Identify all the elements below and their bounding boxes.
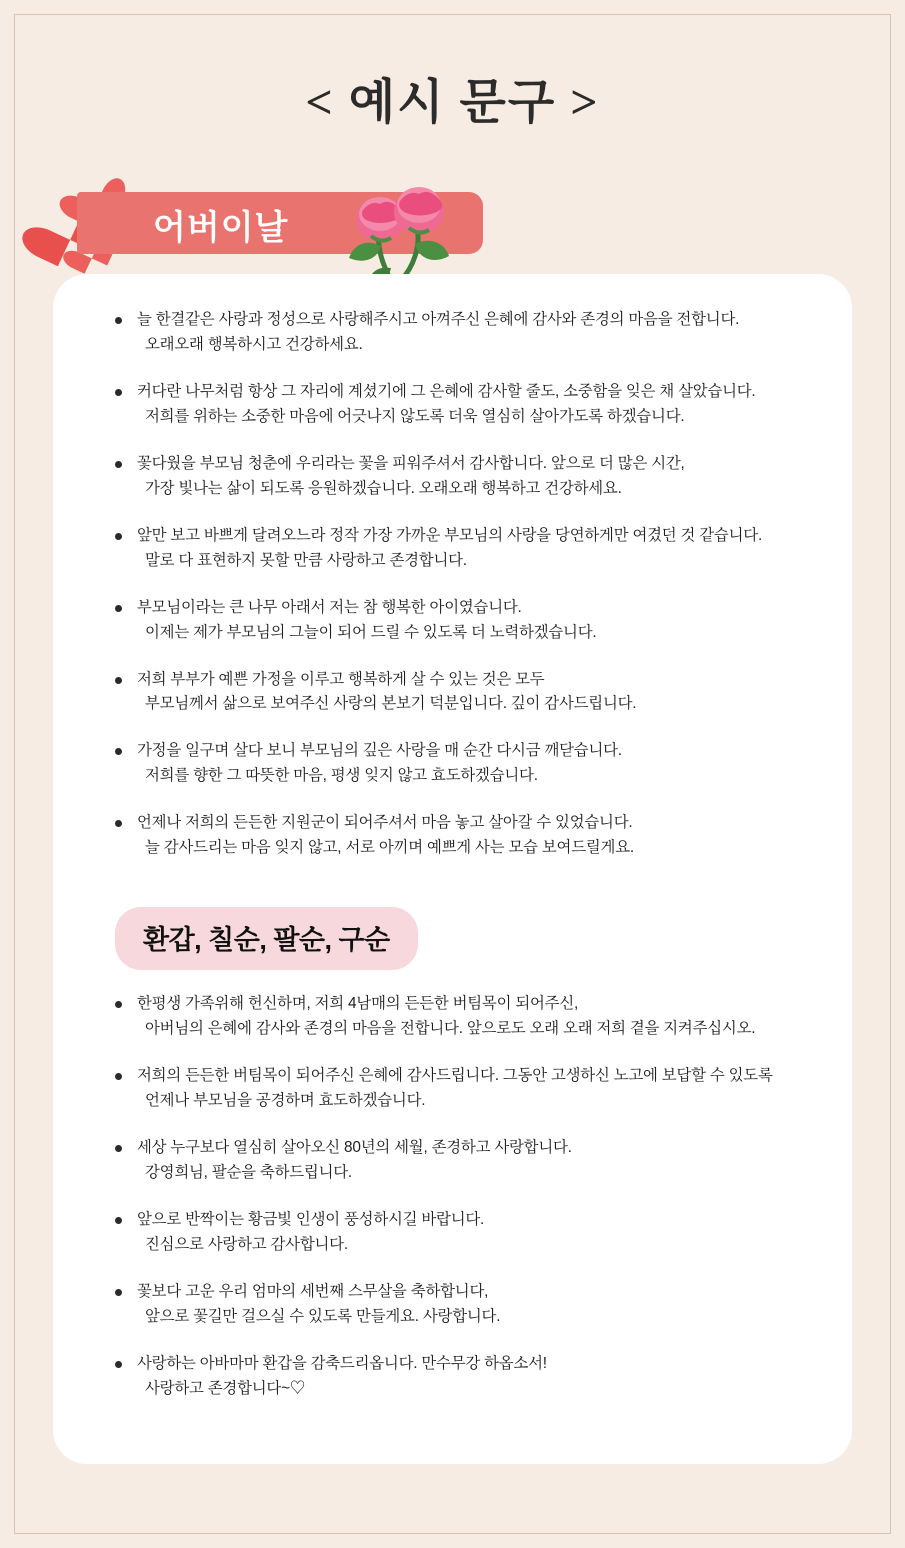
message-line-2: 진심으로 사랑하고 감사합니다. bbox=[145, 1235, 348, 1253]
list-item bbox=[111, 811, 828, 861]
message-line-1: 사랑하는 아바마마 환갑을 감축드리옵니다. 만수무강 하옵소서! bbox=[137, 1354, 547, 1372]
message-line-2: 앞으로 꽃길만 걸으실 수 있도록 만들게요. 사랑합니다. bbox=[145, 1307, 501, 1325]
list-item bbox=[111, 380, 828, 430]
message-line-2: 사랑하고 존경합니다~♡ bbox=[145, 1379, 306, 1397]
message-line-2: 이제는 제가 부모님의 그늘이 되어 드릴 수 있도록 더 노력하겠습니다. bbox=[145, 623, 597, 641]
list-item bbox=[111, 992, 828, 1042]
milestone-message-list bbox=[77, 992, 828, 1401]
message-line-1: 언제나 저희의 든든한 지원군이 되어주셔서 마음 놓고 살아갈 수 있었습니다. bbox=[137, 814, 633, 832]
list-item bbox=[111, 668, 828, 718]
message-line-2: 부모님께서 삶으로 보여주신 사랑의 본보기 덕분입니다. 깊이 감사드립니다. bbox=[145, 695, 637, 713]
list-item bbox=[111, 1064, 828, 1114]
parents-day-message-list bbox=[77, 308, 828, 861]
ribbon-label: 어버이날 bbox=[153, 209, 289, 247]
list-item bbox=[111, 452, 828, 502]
section-header-parents-day bbox=[15, 170, 890, 280]
list-item bbox=[111, 596, 828, 646]
list-item bbox=[111, 739, 828, 789]
message-line-1: 한평생 가족위해 헌신하며, 저희 4남매의 든든한 버팀목이 되어주신, bbox=[137, 995, 579, 1013]
carnation-flower-icon bbox=[333, 176, 463, 286]
list-item bbox=[111, 1208, 828, 1258]
message-line-1: 가정을 일구며 살다 보니 부모님의 깊은 사랑을 매 순간 다시금 깨닫습니다. bbox=[137, 742, 622, 760]
message-line-2: 언제나 부모님을 공경하며 효도하겠습니다. bbox=[145, 1092, 426, 1110]
message-line-1: 늘 한결같은 사랑과 정성으로 사랑해주시고 아껴주신 은혜에 감사와 존경의 마음을 전합니다. bbox=[137, 311, 740, 328]
page-frame bbox=[14, 14, 891, 1534]
message-line-1: 부모님이라는 큰 나무 아래서 저는 참 행복한 아이였습니다. bbox=[137, 598, 522, 616]
message-line-1: 꽃보다 고운 우리 엄마의 세번째 스무살을 축하합니다, bbox=[137, 1282, 489, 1300]
message-line-2: 아버님의 은혜에 감사와 존경의 마음을 전합니다. 앞으로도 오래 오래 저희 곁을 지켜주십시오. bbox=[145, 1020, 756, 1038]
message-line-2: 늘 감사드리는 마음 잊지 않고, 서로 아끼며 예쁘게 사는 모습 보여드릴게요. bbox=[145, 839, 634, 857]
message-line-2: 가장 빛나는 삶이 되도록 응원하겠습니다. 오래오래 행복하고 건강하세요. bbox=[145, 479, 622, 497]
message-line-2: 저희를 위하는 소중한 마음에 어긋나지 않도록 더욱 열심히 살아가도록 하겠습니다. bbox=[145, 407, 685, 425]
message-line-1: 앞만 보고 바쁘게 달려오느라 정작 가장 가까운 부모님의 사랑을 당연하게만 여겼던 것 같습니다. bbox=[137, 526, 763, 544]
message-line-1: 앞으로 반짝이는 황금빛 인생이 풍성하시길 바랍니다. bbox=[137, 1210, 485, 1228]
list-item bbox=[111, 1280, 828, 1330]
message-line-2: 말로 다 표현하지 못할 만큼 사랑하고 존경합니다. bbox=[145, 551, 467, 569]
section-badge-milestone: 환갑, 칠순, 팔순, 구순 bbox=[115, 907, 418, 970]
list-item bbox=[111, 524, 828, 574]
message-line-2: 오래오래 행복하시고 건강하세요. bbox=[145, 335, 363, 353]
message-line-2: 저희를 향한 그 따뜻한 마음, 평생 잊지 않고 효도하겠습니다. bbox=[145, 767, 538, 785]
list-item bbox=[111, 308, 828, 358]
list-item bbox=[111, 1352, 828, 1402]
page-title: < 예시 문구 > bbox=[305, 76, 600, 129]
message-line-1: 커다란 나무처럼 항상 그 자리에 계셨기에 그 은혜에 감사할 줄도, 소중함을 잊은 채 살았습니다. bbox=[137, 382, 756, 400]
message-line-2: 강영희님, 팔순을 축하드립니다. bbox=[145, 1164, 352, 1182]
message-line-1: 세상 누구보다 열심히 살아오신 80년의 세월, 존경하고 사랑합니다. bbox=[137, 1139, 572, 1157]
message-line-1: 저희의 든든한 버팀목이 되어주신 은혜에 감사드립니다. 그동안 고생하신 노고에 보답할 수 있도록 bbox=[137, 1067, 773, 1085]
list-item bbox=[111, 1136, 828, 1186]
message-line-1: 저희 부부가 예쁜 가정을 이루고 행복하게 살 수 있는 것은 모두 bbox=[137, 670, 545, 688]
message-line-1: 꽃다웠을 부모님 청춘에 우리라는 꽃을 피워주셔서 감사합니다. 앞으로 더 많은 시간, bbox=[137, 454, 685, 472]
messages-card bbox=[53, 274, 852, 1464]
